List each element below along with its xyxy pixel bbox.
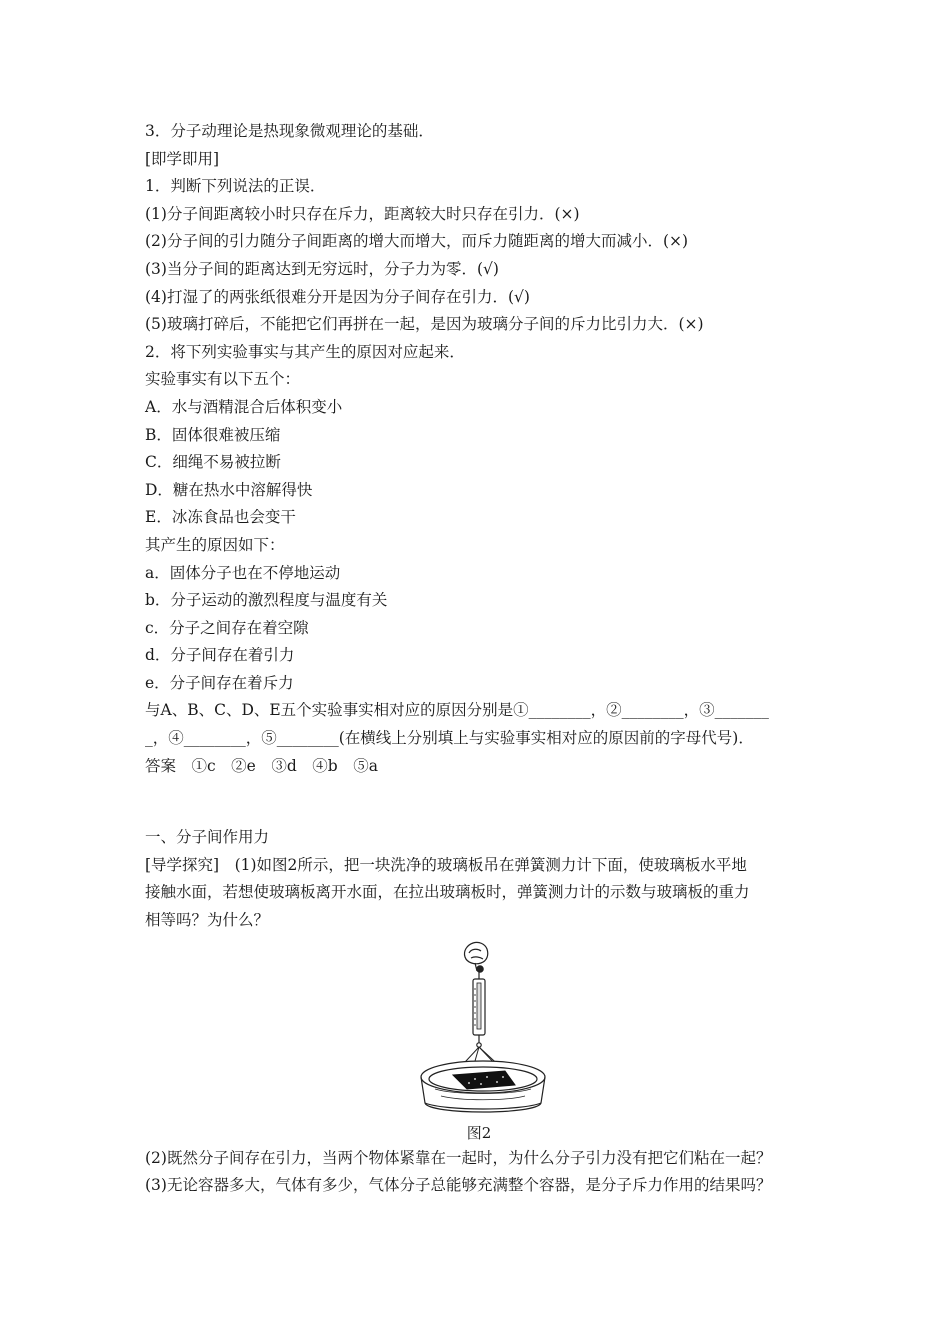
text-line: A．水与酒精混合后体积变小	[145, 397, 343, 416]
text-line: B．固体很难被压缩	[145, 425, 281, 444]
section-inquiry	[145, 824, 825, 934]
text-line: d．分子间存在着引力	[145, 646, 295, 665]
figure-caption: 图2	[466, 1123, 492, 1142]
text-line: (2)分子间的引力随分子间距离的增大而增大，而斥力随距离的增大而减小．(×)	[145, 232, 689, 251]
text-line: 与A、B、C、D、E五个实验事实相对应的原因分别是①________，②________，③_______	[145, 701, 769, 720]
text-line: _，④________，⑤________(在横线上分别填上与实验事实相对应的原因前的字母代号)．	[145, 729, 754, 748]
answer-line: 答案 ①c ②e ③d ④b ⑤a	[145, 756, 378, 775]
text-line: 实验事实有以下五个：	[145, 370, 301, 389]
text-line: 3．分子动理论是热现象微观理论的基础．	[145, 122, 434, 140]
text-line: c．分子之间存在着空隙	[145, 618, 309, 637]
text-line: (3)无论容器多大，气体有多少，气体分子总能够充满整个容器，是分子斥力作用的结果吗？	[145, 1176, 772, 1195]
spring-scale-glass-plate-water-basin-illustration	[415, 939, 555, 1119]
text-line: 相等吗？为什么？	[145, 911, 270, 930]
text-line: a．固体分子也在不停地运动	[145, 563, 341, 582]
text-line: C．细绳不易被拉断	[145, 453, 281, 472]
text-line: (2)既然分子间存在引力，当两个物体紧靠在一起时，为什么分子引力没有把它们粘在一起？	[145, 1148, 772, 1167]
text-line: (5)玻璃打碎后，不能把它们再拼在一起，是因为玻璃分子间的斥力比引力大．(×)	[145, 315, 704, 334]
text-line: D．糖在热水中溶解得快	[145, 480, 313, 499]
document-body	[145, 118, 825, 1200]
text-line: E．冰冻食品也会变干	[145, 508, 296, 527]
text-line: e．分子间存在着斥力	[145, 673, 294, 692]
text-line: (4)打湿了的两张纸很难分开是因为分子间存在引力．(√)	[145, 287, 530, 306]
section-gap	[145, 780, 825, 824]
section-intro	[145, 118, 825, 780]
section-heading: 一、分子间作用力	[145, 828, 270, 847]
figure-2	[145, 939, 825, 1121]
section-questions	[145, 1145, 825, 1200]
text-line: 接触水面，若想使玻璃板离开水面，在拉出玻璃板时，弹簧测力计的示数与玻璃板的重力	[145, 883, 750, 902]
text-line: (1)分子间距离较小时只存在斥力，距离较大时只存在引力．(×)	[145, 204, 580, 223]
text-line: 1．判断下列说法的正误．	[145, 177, 326, 196]
text-line: (3)当分子间的距离达到无穷远时，分子力为零．(√)	[145, 259, 499, 278]
text-line: [导学探究] (1)如图2所示，把一块洗净的玻璃板吊在弹簧测力计下面，使玻璃板水平地	[145, 855, 747, 874]
text-line: b．分子运动的激烈程度与温度有关	[145, 591, 388, 610]
text-line: 其产生的原因如下：	[145, 535, 285, 554]
hand-icon	[464, 942, 487, 972]
text-line: [即学即用]	[145, 149, 220, 168]
spring-scale-icon	[473, 972, 485, 1047]
text-line: 2．将下列实验事实与其产生的原因对应起来．	[145, 342, 465, 361]
